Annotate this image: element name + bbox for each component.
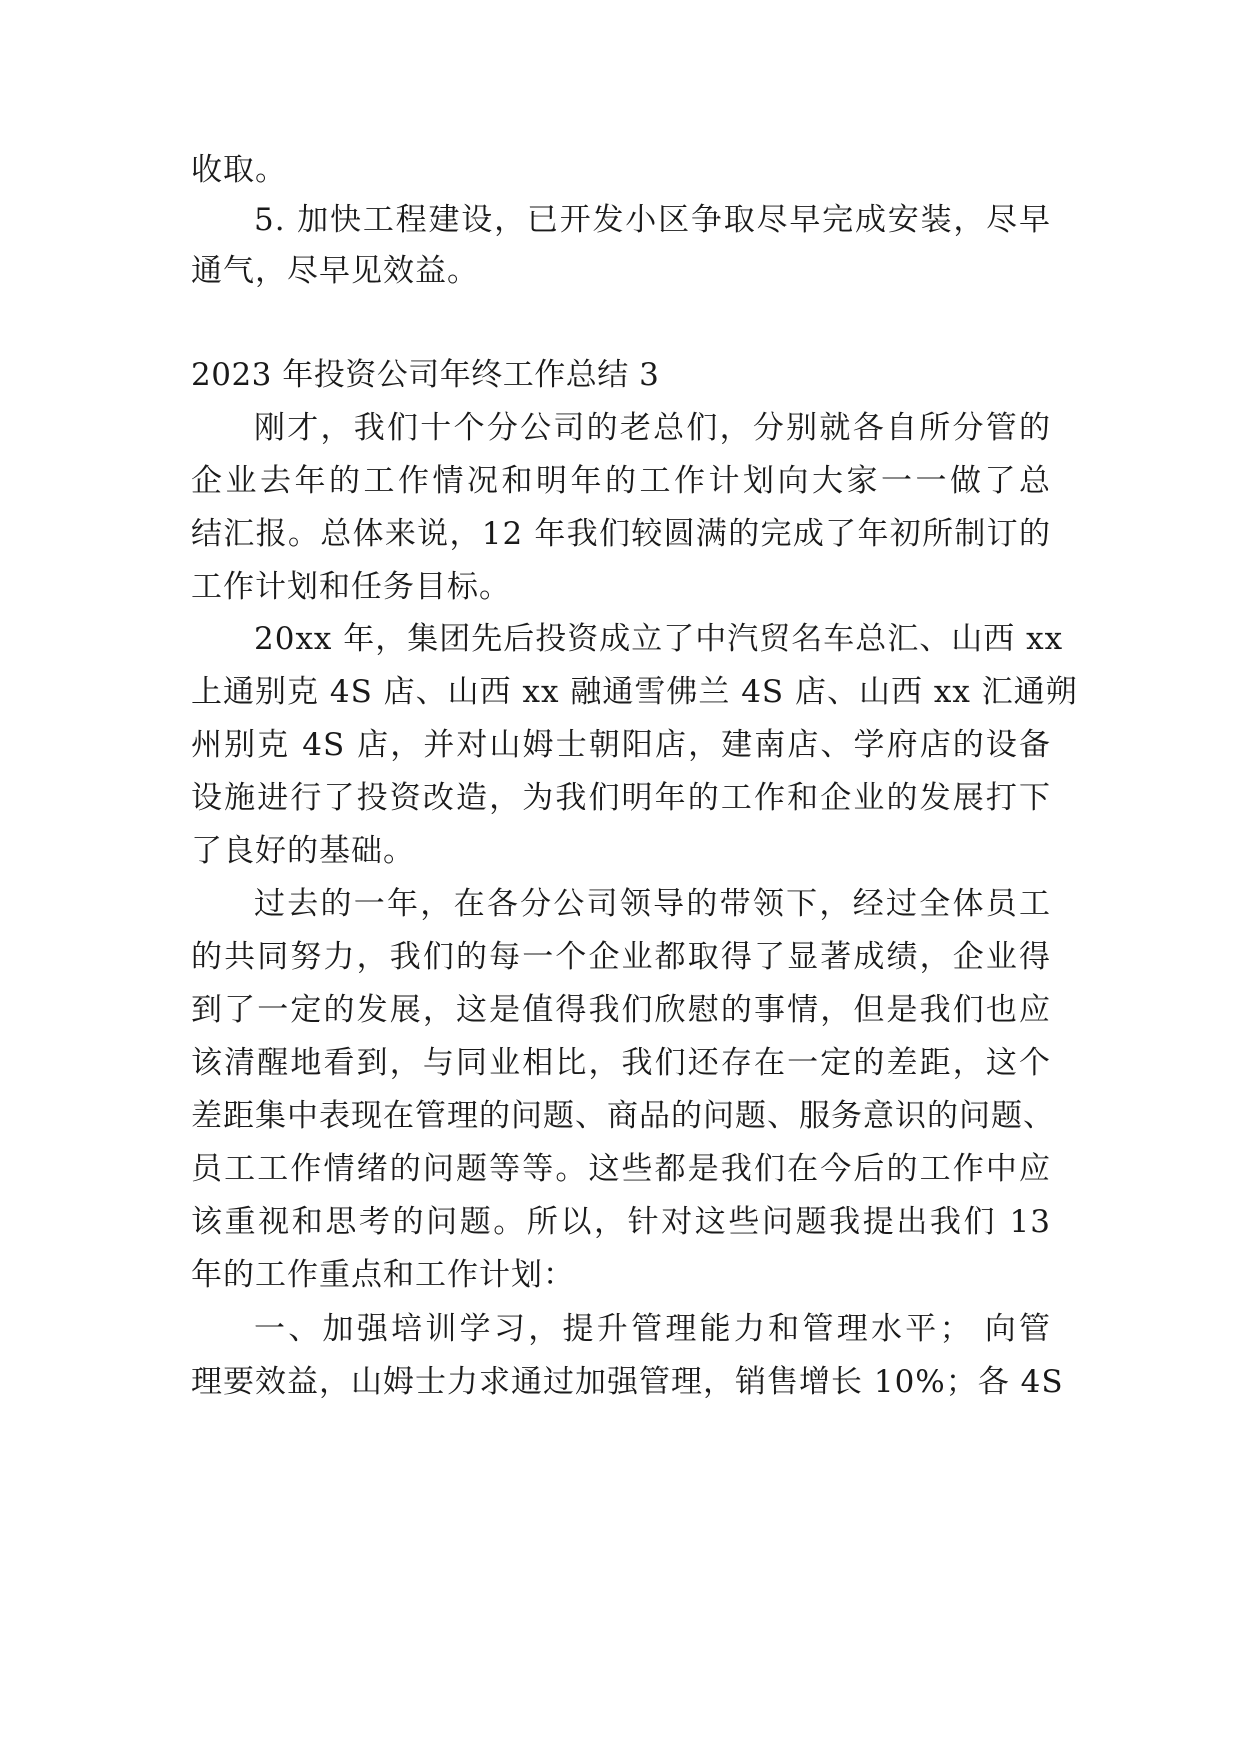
text-line: 该重视和思考的问题。所以，针对这些问题我提出我们 13 (191, 1204, 1051, 1240)
text-line: 差距集中表现在管理的问题、商品的问题、服务意识的问题、 (191, 1098, 1055, 1134)
text-line: 20xx 年，集团先后投资成立了中汽贸名车总汇、山西 xx (254, 621, 1064, 657)
text-line: 年的工作重点和工作计划： (191, 1257, 575, 1293)
text-line: 员工工作情绪的问题等等。这些都是我们在今后的工作中应 (191, 1151, 1051, 1187)
text-line: 上通别克 4S 店、山西 xx 融通雪佛兰 4S 店、山西 xx 汇通朔 (191, 674, 1078, 710)
text-line: 该清醒地看到，与同业相比，我们还存在一定的差距，这个 (191, 1045, 1051, 1081)
text-line: 企业去年的工作情况和明年的工作计划向大家一一做了总 (191, 463, 1051, 499)
text-line: 的共同努力，我们的每一个企业都取得了显著成绩，企业得 (191, 939, 1051, 975)
text-line: 设施进行了投资改造，为我们明年的工作和企业的发展打下 (191, 780, 1051, 816)
text-line: 到了一定的发展，这是值得我们欣慰的事情，但是我们也应 (191, 992, 1051, 1028)
text-line: 过去的一年，在各分公司领导的带领下，经过全体员工 (254, 886, 1051, 922)
text-line: 结汇报。总体来说，12 年我们较圆满的完成了年初所制订的 (191, 516, 1051, 552)
text-line: 工作计划和任务目标。 (191, 569, 511, 605)
text-line: 了良好的基础。 (191, 833, 415, 869)
text-line: 5. 加快工程建设，已开发小区争取尽早完成安装，尽早 (254, 202, 1051, 238)
text-line: 通气，尽早见效益。 (191, 253, 479, 289)
text-line: 刚才，我们十个分公司的老总们，分别就各自所分管的 (254, 410, 1051, 446)
text-line: 州别克 4S 店，并对山姆士朝阳店，建南店、学府店的设备 (191, 727, 1051, 763)
text-line: 理要效益，山姆士力求通过加强管理，销售增长 10%；各 4S (191, 1364, 1064, 1400)
text-line: 收取。 (191, 152, 287, 188)
section-heading: 2023 年投资公司年终工作总结 3 (191, 357, 660, 393)
text-line: 一、加强培训学习，提升管理能力和管理水平； 向管 (254, 1311, 1051, 1347)
